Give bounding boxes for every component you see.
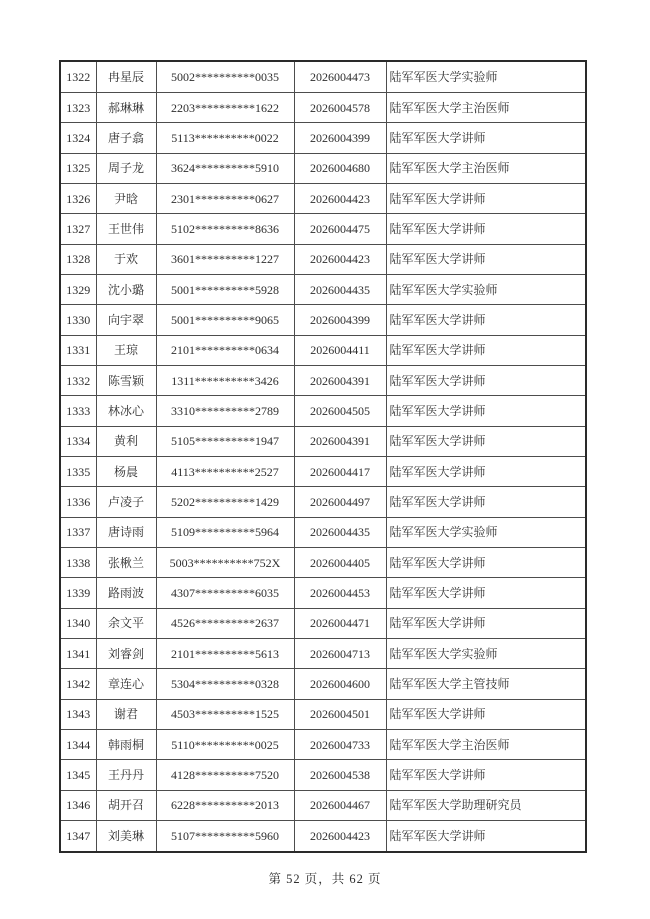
id-number-cell: 4128**********7520 — [156, 760, 294, 790]
row-number-cell: 1347 — [60, 820, 96, 852]
name-cell: 尹晗 — [96, 183, 156, 213]
id-number-cell: 5105**********1947 — [156, 426, 294, 456]
job-title-cell: 陆军军医大学实验师 — [386, 638, 586, 668]
row-number-cell: 1339 — [60, 578, 96, 608]
id-number-cell: 1311**********3426 — [156, 365, 294, 395]
job-title-cell: 陆军军医大学讲师 — [386, 396, 586, 426]
table-row — [60, 820, 586, 852]
job-title-cell: 陆军军医大学讲师 — [386, 699, 586, 729]
row-number-cell: 1323 — [60, 93, 96, 123]
table-row — [60, 608, 586, 638]
job-title-cell: 陆军军医大学讲师 — [386, 608, 586, 638]
name-cell: 王世伟 — [96, 214, 156, 244]
id-number-cell: 4503**********1525 — [156, 699, 294, 729]
job-title-cell: 陆军军医大学讲师 — [386, 487, 586, 517]
job-title-cell: 陆军军医大学讲师 — [386, 760, 586, 790]
row-number-cell: 1345 — [60, 760, 96, 790]
job-title-cell: 陆军军医大学讲师 — [386, 426, 586, 456]
name-cell: 刘美琳 — [96, 820, 156, 852]
table-row — [60, 153, 586, 183]
row-number-cell: 1335 — [60, 456, 96, 486]
id-number-cell: 5113**********0022 — [156, 123, 294, 153]
name-cell: 刘睿剑 — [96, 638, 156, 668]
row-number-cell: 1325 — [60, 153, 96, 183]
name-cell: 唐诗雨 — [96, 517, 156, 547]
job-title-cell: 陆军军医大学主治医师 — [386, 93, 586, 123]
registration-number-cell: 2026004467 — [294, 790, 386, 820]
table-row — [60, 123, 586, 153]
name-cell: 周子龙 — [96, 153, 156, 183]
name-cell: 谢君 — [96, 699, 156, 729]
job-title-cell: 陆军军医大学讲师 — [386, 578, 586, 608]
registration-number-cell: 2026004423 — [294, 183, 386, 213]
id-number-cell: 4526**********2637 — [156, 608, 294, 638]
table-row — [60, 729, 586, 759]
registration-number-cell: 2026004713 — [294, 638, 386, 668]
personnel-roster-table — [59, 60, 587, 853]
table-row — [60, 61, 586, 93]
registration-number-cell: 2026004453 — [294, 578, 386, 608]
row-number-cell: 1333 — [60, 396, 96, 426]
table-row — [60, 335, 586, 365]
job-title-cell: 陆军军医大学讲师 — [386, 365, 586, 395]
registration-number-cell: 2026004475 — [294, 214, 386, 244]
name-cell: 杨晨 — [96, 456, 156, 486]
table-row — [60, 699, 586, 729]
name-cell: 林冰心 — [96, 396, 156, 426]
row-number-cell: 1329 — [60, 274, 96, 304]
table-row — [60, 456, 586, 486]
id-number-cell: 5110**********0025 — [156, 729, 294, 759]
registration-number-cell: 2026004578 — [294, 93, 386, 123]
registration-number-cell: 2026004435 — [294, 517, 386, 547]
table-row — [60, 578, 586, 608]
table-row — [60, 669, 586, 699]
registration-number-cell: 2026004680 — [294, 153, 386, 183]
id-number-cell: 5002**********0035 — [156, 61, 294, 93]
job-title-cell: 陆军军医大学讲师 — [386, 820, 586, 852]
registration-number-cell: 2026004473 — [294, 61, 386, 93]
name-cell: 郝琳琳 — [96, 93, 156, 123]
job-title-cell: 陆军军医大学讲师 — [386, 305, 586, 335]
id-number-cell: 2101**********0634 — [156, 335, 294, 365]
registration-number-cell: 2026004471 — [294, 608, 386, 638]
table-row — [60, 547, 586, 577]
id-number-cell: 5001**********5928 — [156, 274, 294, 304]
registration-number-cell: 2026004538 — [294, 760, 386, 790]
id-number-cell: 5003**********752X — [156, 547, 294, 577]
name-cell: 向宇翠 — [96, 305, 156, 335]
registration-number-cell: 2026004417 — [294, 456, 386, 486]
row-number-cell: 1327 — [60, 214, 96, 244]
row-number-cell: 1342 — [60, 669, 96, 699]
job-title-cell: 陆军军医大学讲师 — [386, 244, 586, 274]
registration-number-cell: 2026004423 — [294, 820, 386, 852]
name-cell: 王琼 — [96, 335, 156, 365]
job-title-cell: 陆军军医大学讲师 — [386, 214, 586, 244]
table-row — [60, 305, 586, 335]
id-number-cell: 2203**********1622 — [156, 93, 294, 123]
job-title-cell: 陆军军医大学助理研究员 — [386, 790, 586, 820]
job-title-cell: 陆军军医大学讲师 — [386, 183, 586, 213]
name-cell: 王丹丹 — [96, 760, 156, 790]
name-cell: 卢凌子 — [96, 487, 156, 517]
row-number-cell: 1338 — [60, 547, 96, 577]
job-title-cell: 陆军军医大学主管技师 — [386, 669, 586, 699]
job-title-cell: 陆军军医大学讲师 — [386, 123, 586, 153]
id-number-cell: 4307**********6035 — [156, 578, 294, 608]
registration-number-cell: 2026004391 — [294, 365, 386, 395]
row-number-cell: 1337 — [60, 517, 96, 547]
id-number-cell: 5304**********0328 — [156, 669, 294, 699]
registration-number-cell: 2026004435 — [294, 274, 386, 304]
roster-table-body — [60, 61, 586, 852]
row-number-cell: 1343 — [60, 699, 96, 729]
row-number-cell: 1336 — [60, 487, 96, 517]
name-cell: 张楸兰 — [96, 547, 156, 577]
table-row — [60, 487, 586, 517]
registration-number-cell: 2026004411 — [294, 335, 386, 365]
id-number-cell: 2301**********0627 — [156, 183, 294, 213]
name-cell: 陈雪颖 — [96, 365, 156, 395]
table-row — [60, 93, 586, 123]
row-number-cell: 1334 — [60, 426, 96, 456]
table-row — [60, 790, 586, 820]
name-cell: 于欢 — [96, 244, 156, 274]
row-number-cell: 1341 — [60, 638, 96, 668]
registration-number-cell: 2026004497 — [294, 487, 386, 517]
name-cell: 胡开召 — [96, 790, 156, 820]
row-number-cell: 1340 — [60, 608, 96, 638]
job-title-cell: 陆军军医大学实验师 — [386, 61, 586, 93]
registration-number-cell: 2026004423 — [294, 244, 386, 274]
name-cell: 冉星辰 — [96, 61, 156, 93]
name-cell: 唐子翕 — [96, 123, 156, 153]
registration-number-cell: 2026004399 — [294, 305, 386, 335]
table-row — [60, 517, 586, 547]
table-row — [60, 396, 586, 426]
table-row — [60, 214, 586, 244]
name-cell: 章连心 — [96, 669, 156, 699]
table-row — [60, 365, 586, 395]
job-title-cell: 陆军军医大学主治医师 — [386, 153, 586, 183]
registration-number-cell: 2026004600 — [294, 669, 386, 699]
table-row — [60, 244, 586, 274]
job-title-cell: 陆军军医大学讲师 — [386, 547, 586, 577]
registration-number-cell: 2026004391 — [294, 426, 386, 456]
id-number-cell: 3601**********1227 — [156, 244, 294, 274]
table-row — [60, 638, 586, 668]
id-number-cell: 4113**********2527 — [156, 456, 294, 486]
id-number-cell: 5102**********8636 — [156, 214, 294, 244]
name-cell: 余文平 — [96, 608, 156, 638]
id-number-cell: 5202**********1429 — [156, 487, 294, 517]
id-number-cell: 5001**********9065 — [156, 305, 294, 335]
id-number-cell: 3310**********2789 — [156, 396, 294, 426]
id-number-cell: 2101**********5613 — [156, 638, 294, 668]
id-number-cell: 3624**********5910 — [156, 153, 294, 183]
job-title-cell: 陆军军医大学实验师 — [386, 517, 586, 547]
row-number-cell: 1331 — [60, 335, 96, 365]
name-cell: 沈小璐 — [96, 274, 156, 304]
table-row — [60, 274, 586, 304]
table-row — [60, 426, 586, 456]
id-number-cell: 5107**********5960 — [156, 820, 294, 852]
row-number-cell: 1344 — [60, 729, 96, 759]
row-number-cell: 1322 — [60, 61, 96, 93]
job-title-cell: 陆军军医大学讲师 — [386, 335, 586, 365]
row-number-cell: 1324 — [60, 123, 96, 153]
registration-number-cell: 2026004733 — [294, 729, 386, 759]
job-title-cell: 陆军军医大学讲师 — [386, 456, 586, 486]
row-number-cell: 1330 — [60, 305, 96, 335]
table-row — [60, 183, 586, 213]
row-number-cell: 1332 — [60, 365, 96, 395]
page-number-footer: 第 52 页，共 62 页 — [268, 872, 382, 886]
name-cell: 路雨波 — [96, 578, 156, 608]
name-cell: 黄利 — [96, 426, 156, 456]
job-title-cell: 陆军军医大学主治医师 — [386, 729, 586, 759]
id-number-cell: 6228**********2013 — [156, 790, 294, 820]
job-title-cell: 陆军军医大学实验师 — [386, 274, 586, 304]
registration-number-cell: 2026004399 — [294, 123, 386, 153]
id-number-cell: 5109**********5964 — [156, 517, 294, 547]
row-number-cell: 1328 — [60, 244, 96, 274]
row-number-cell: 1326 — [60, 183, 96, 213]
row-number-cell: 1346 — [60, 790, 96, 820]
registration-number-cell: 2026004501 — [294, 699, 386, 729]
name-cell: 韩雨桐 — [96, 729, 156, 759]
table-row — [60, 760, 586, 790]
registration-number-cell: 2026004505 — [294, 396, 386, 426]
registration-number-cell: 2026004405 — [294, 547, 386, 577]
